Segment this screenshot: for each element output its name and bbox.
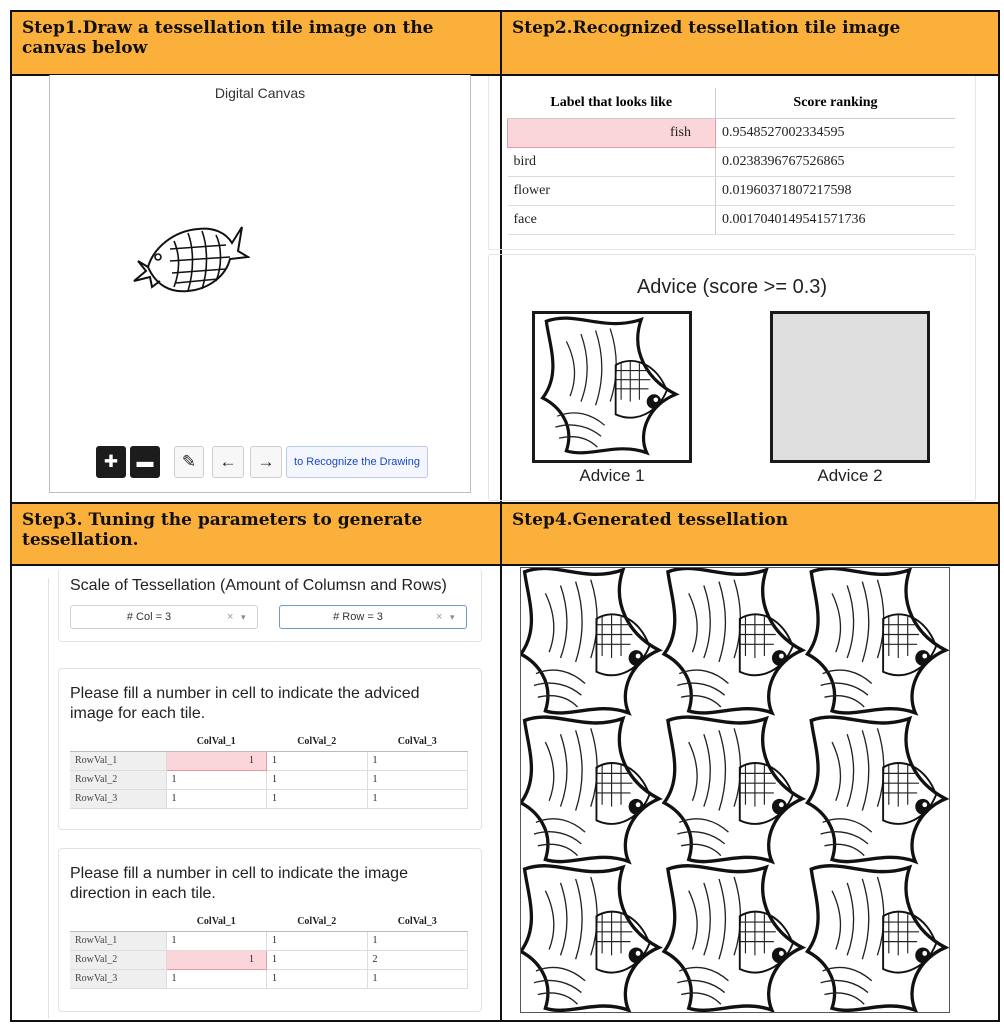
zoom-out-button[interactable] <box>130 446 160 478</box>
col-select[interactable] <box>70 605 258 629</box>
scale-title: Scale of Tessellation (Amount of Columsn and Rows) <box>70 577 447 594</box>
clear-icon[interactable]: × <box>436 611 443 623</box>
table-row <box>70 931 468 950</box>
tessellation-tile <box>521 866 659 1011</box>
table-row[interactable] <box>508 147 956 176</box>
undo-button[interactable] <box>212 446 244 478</box>
arrow-left-icon: ← <box>219 452 237 471</box>
label-cell[interactable]: face <box>508 205 716 234</box>
grid-cell[interactable]: 1 <box>267 751 368 770</box>
table-row <box>70 751 468 770</box>
row-header: RowVal_1 <box>70 931 166 950</box>
label-cell[interactable]: flower <box>508 176 716 205</box>
col-header: ColVal_2 <box>267 912 368 931</box>
tessellation-tile <box>807 717 945 862</box>
header-label: Label that looks like <box>508 88 716 118</box>
advice-title: Advice (score >= 0.3) <box>636 276 828 298</box>
table-row[interactable] <box>508 205 956 234</box>
col-header: ColVal_3 <box>367 912 468 931</box>
digital-canvas-panel[interactable] <box>49 75 471 493</box>
label-cell[interactable]: fish <box>508 118 716 147</box>
grid-cell[interactable]: 1 <box>267 931 368 950</box>
clear-icon[interactable]: × <box>227 611 234 623</box>
image-grid-table <box>70 732 468 809</box>
row-select[interactable] <box>279 605 467 629</box>
grid-cell[interactable]: 1 <box>166 751 267 770</box>
tessellation-image <box>521 568 950 1013</box>
grid-cell[interactable]: 1 <box>166 789 267 808</box>
recognize-drawing-button[interactable]: to Recognize the Drawing <box>286 446 428 478</box>
header-score: Score ranking <box>716 88 956 118</box>
minus-icon: ▬ <box>136 452 154 471</box>
step2-header: Step2.Recognized tessellation tile image <box>502 10 998 76</box>
row-header: RowVal_1 <box>70 751 166 770</box>
score-cell: 0.01960371807217598 <box>716 176 956 205</box>
plus-icon: ✚ <box>103 452 119 471</box>
direction-grid-title: Please fill a number in cell to indicate the image direction in each tile. <box>70 865 408 902</box>
chevron-down-icon[interactable]: ▾ <box>241 611 246 622</box>
tessellation-tile <box>807 568 945 713</box>
grid-cell[interactable]: 1 <box>166 969 267 988</box>
tessellation-tile <box>521 717 659 862</box>
grid-cell[interactable]: 1 <box>166 950 267 969</box>
zoom-in-button[interactable] <box>96 446 126 478</box>
grid-cell[interactable]: 1 <box>267 770 368 789</box>
col-header: ColVal_1 <box>166 732 267 751</box>
row-header: RowVal_3 <box>70 789 166 808</box>
row-header: RowVal_3 <box>70 969 166 988</box>
grid-cell[interactable]: 2 <box>367 950 468 969</box>
fish-sketch <box>130 215 250 305</box>
col-header: ColVal_1 <box>166 912 267 931</box>
pencil-icon: ✎ <box>181 452 197 471</box>
grid-cell[interactable]: 1 <box>367 770 468 789</box>
col-value: # Col = 3 <box>126 611 172 623</box>
recognition-table <box>507 88 955 235</box>
advice-1-label: Advice 1 <box>579 466 645 485</box>
grid-cell[interactable]: 1 <box>367 751 468 770</box>
table-row <box>70 770 468 789</box>
row-header: RowVal_2 <box>70 770 166 789</box>
tessellation-tile <box>664 866 802 1011</box>
row-value: # Row = 3 <box>333 611 383 623</box>
grid-cell[interactable]: 1 <box>267 969 368 988</box>
pen-button[interactable] <box>174 446 204 478</box>
generated-tessellation <box>520 567 950 1013</box>
fish-tile-image <box>535 314 689 460</box>
step4-header: Step4.Generated tessellation <box>502 502 998 566</box>
label-cell[interactable]: bird <box>508 147 716 176</box>
score-cell: 0.0238396767526865 <box>716 147 956 176</box>
tessellation-tile <box>807 866 945 1011</box>
table-row <box>70 969 468 988</box>
redo-button[interactable] <box>250 446 282 478</box>
step1-header: Step1.Draw a tessellation tile image on the canvas below <box>12 10 500 76</box>
image-grid-title: Please fill a number in cell to indicate the adviced image for each tile. <box>70 685 420 722</box>
table-row <box>70 950 468 969</box>
step3-header: Step3. Tuning the parameters to generate tessellation. <box>12 502 500 566</box>
grid-cell[interactable]: 1 <box>267 950 368 969</box>
tessellation-tile <box>664 717 802 862</box>
table-row <box>70 789 468 808</box>
advice-1-image[interactable] <box>532 311 692 463</box>
tessellation-tile <box>664 568 802 713</box>
col-header: ColVal_2 <box>267 732 368 751</box>
row-header: RowVal_2 <box>70 950 166 969</box>
grid-cell[interactable]: 1 <box>367 969 468 988</box>
arrow-right-icon: → <box>257 452 275 471</box>
grid-cell[interactable]: 1 <box>166 931 267 950</box>
advice-2-image[interactable] <box>770 311 930 463</box>
grid-cell[interactable]: 1 <box>267 789 368 808</box>
table-row[interactable] <box>508 176 956 205</box>
panel-edge <box>48 578 49 1018</box>
score-cell: 0.0017040149541571736 <box>716 205 956 234</box>
grid-cell[interactable]: 1 <box>166 770 267 789</box>
advice-2-label: Advice 2 <box>817 466 883 485</box>
chevron-down-icon[interactable]: ▾ <box>450 611 455 622</box>
grid-cell[interactable]: 1 <box>367 931 468 950</box>
canvas-title: Digital Canvas <box>214 85 306 101</box>
direction-grid-table <box>70 912 468 989</box>
table-row[interactable] <box>508 118 956 147</box>
tessellation-tile <box>521 568 659 713</box>
score-cell: 0.9548527002334595 <box>716 118 956 147</box>
grid-cell[interactable]: 1 <box>367 789 468 808</box>
col-header: ColVal_3 <box>367 732 468 751</box>
